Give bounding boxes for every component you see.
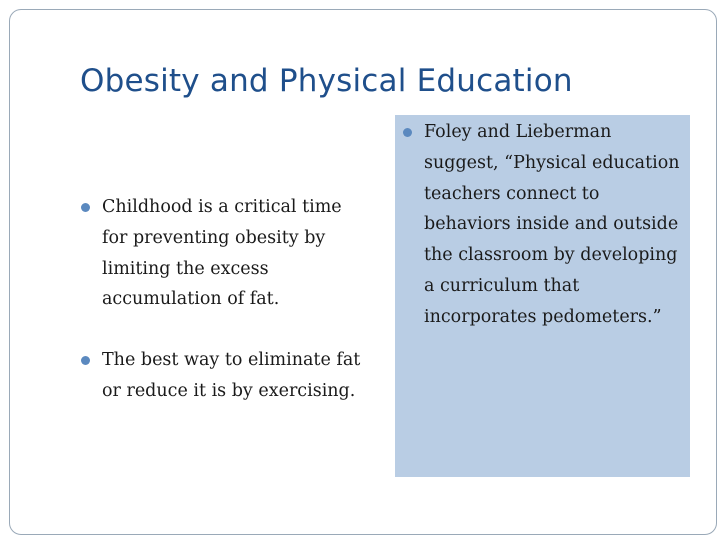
bullet-text: Childhood is a critical time for preventing obesity by limiting the excess accumulation of fat. — [102, 197, 342, 310]
right-bullet-list — [400, 117, 686, 333]
bullet-text: Foley and Lieberman suggest, “Physical education teachers connect to behaviors inside and outside the classroom by developing a curriculum that incorporates pedometers.” — [424, 122, 680, 327]
right-bullet-1 — [400, 117, 686, 333]
left-bullet-1 — [78, 192, 370, 315]
bullet-marker-icon — [403, 128, 412, 137]
bullet-marker-icon — [81, 356, 90, 365]
bullet-text: The best way to eliminate fat or reduce it is by exercising. — [102, 350, 361, 401]
bullet-marker-icon — [81, 203, 90, 212]
left-bullet-list — [78, 192, 370, 407]
left-bullet-2 — [78, 345, 370, 407]
slide-title: Obesity and Physical Education — [80, 63, 573, 99]
